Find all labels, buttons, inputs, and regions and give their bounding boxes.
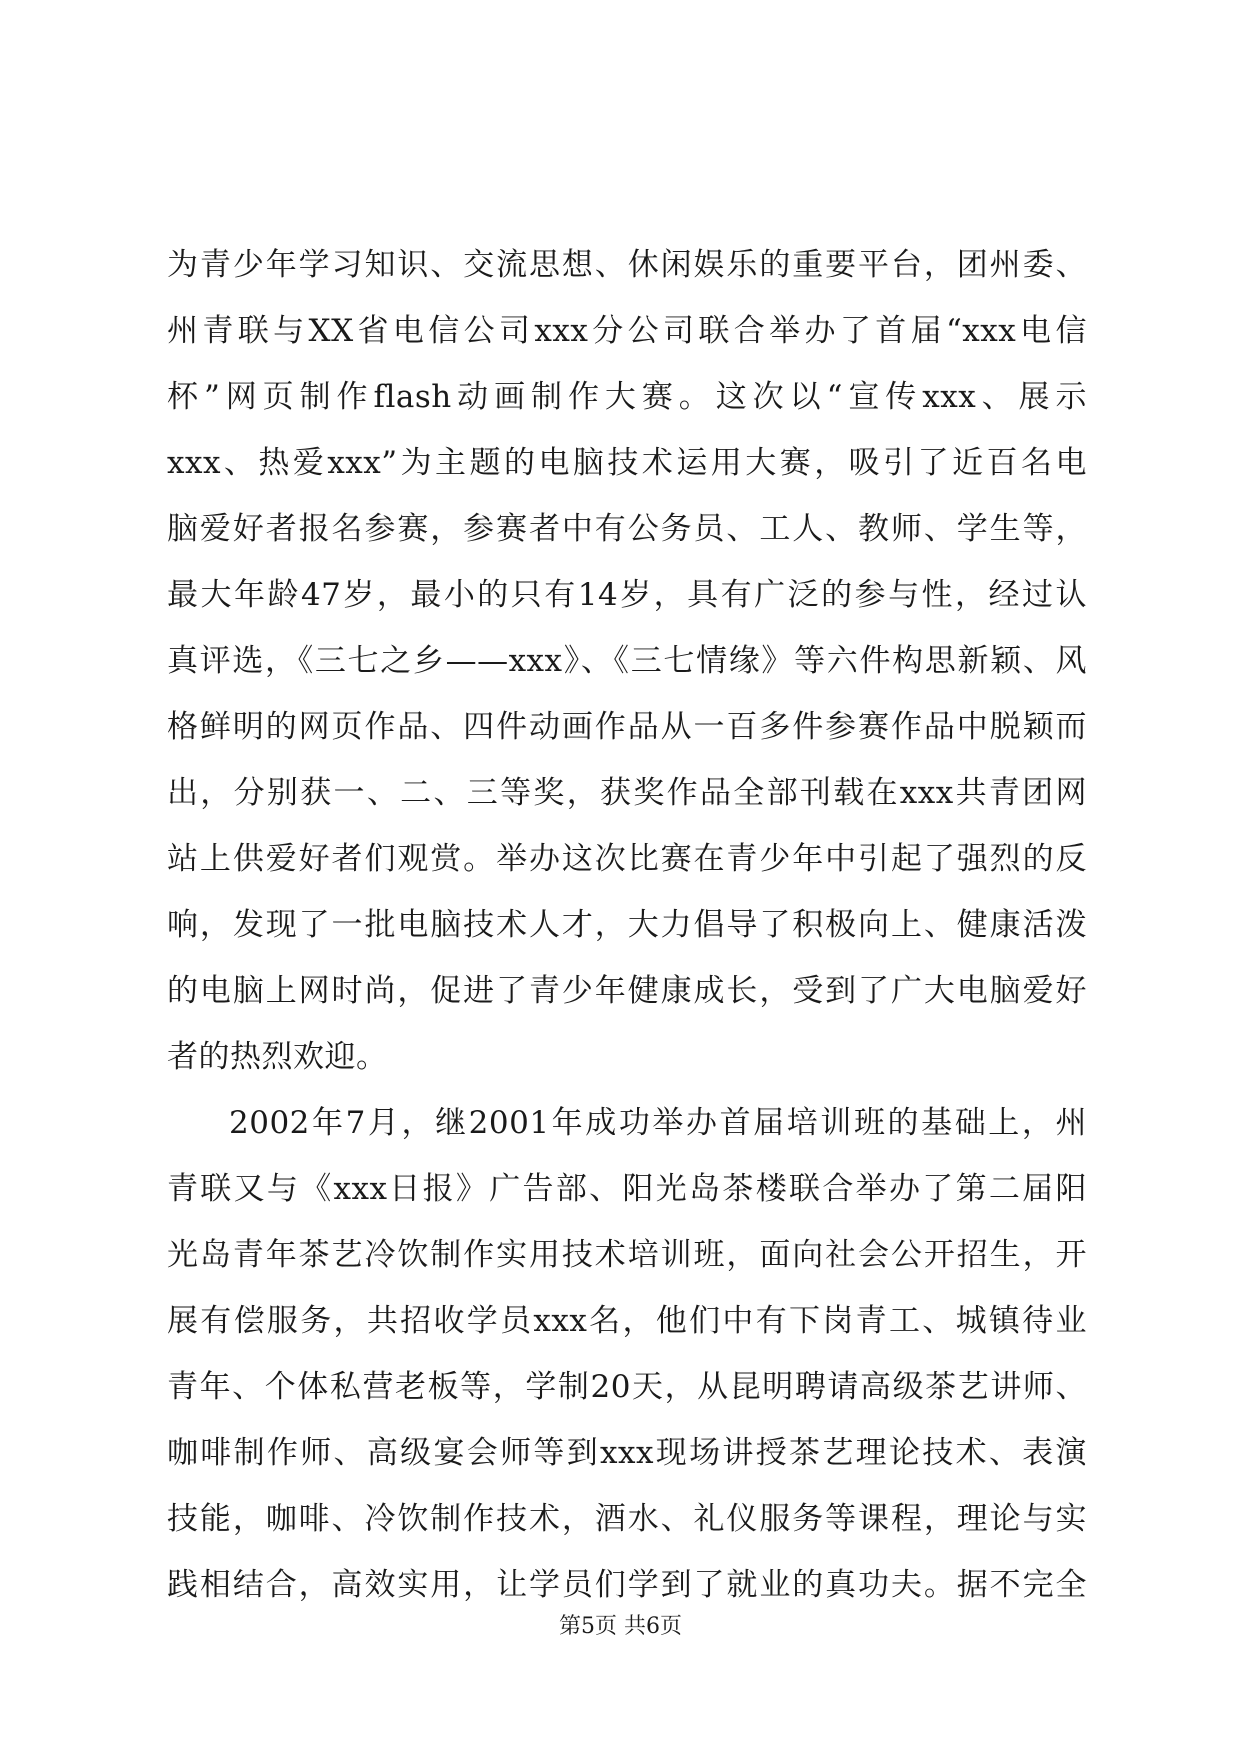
text-line: 杯”网页制作flash动画制作大赛。这次以“宣传xxx、展示 [167,379,1087,415]
text-line: 脑爱好者报名参赛，参赛者中有公务员、工人、教师、学生等， [167,511,1087,547]
text-line: 2002年7月，继2001年成功举办首届培训班的基础上，州 [229,1105,1087,1141]
paragraph-2 [167,1090,1087,1618]
text-line: 咖啡制作师、高级宴会师等到xxx现场讲授茶艺理论技术、表演 [167,1435,1087,1471]
text-line: 展有偿服务，共招收学员xxx名，他们中有下岗青工、城镇待业 [167,1303,1087,1339]
text-line: 站上供爱好者们观赏。举办这次比赛在青少年中引起了强烈的反 [167,841,1087,877]
text-line: 技能，咖啡、冷饮制作技术，酒水、礼仪服务等课程，理论与实 [167,1501,1087,1537]
page-number-footer: 第5页 共6页 [559,1614,682,1639]
text-line: 者的热烈欢迎。 [167,1039,388,1075]
document-body [167,232,1087,1618]
text-line: 为青少年学习知识、交流思想、休闲娱乐的重要平台，团州委、 [167,247,1087,283]
text-line: 真评选，《三七之乡——xxx》、《三七情缘》等六件构思新颖、风 [167,643,1087,679]
text-line: 响，发现了一批电脑技术人才，大力倡导了积极向上、健康活泼 [167,907,1087,943]
text-line: xxx、热爱xxx”为主题的电脑技术运用大赛，吸引了近百名电 [167,445,1087,481]
text-line: 光岛青年茶艺冷饮制作实用技术培训班，面向社会公开招生，开 [167,1237,1087,1273]
text-line: 格鲜明的网页作品、四件动画作品从一百多件参赛作品中脱颖而 [167,709,1087,745]
text-line: 青年、个体私营老板等，学制20天，从昆明聘请高级茶艺讲师、 [167,1369,1087,1405]
text-line: 青联又与《xxx日报》广告部、阳光岛茶楼联合举办了第二届阳 [167,1171,1087,1207]
paragraph-1 [167,232,1087,1090]
text-line: 践相结合，高效实用，让学员们学到了就业的真功夫。据不完全 [167,1567,1087,1603]
text-line: 最大年龄47岁，最小的只有14岁，具有广泛的参与性，经过认 [167,577,1087,613]
text-line: 出，分别获一、二、三等奖，获奖作品全部刊载在xxx共青团网 [167,775,1087,811]
text-line: 的电脑上网时尚，促进了青少年健康成长，受到了广大电脑爱好 [167,973,1087,1009]
text-line: 州青联与XX省电信公司xxx分公司联合举办了首届“xxx电信 [167,313,1087,349]
